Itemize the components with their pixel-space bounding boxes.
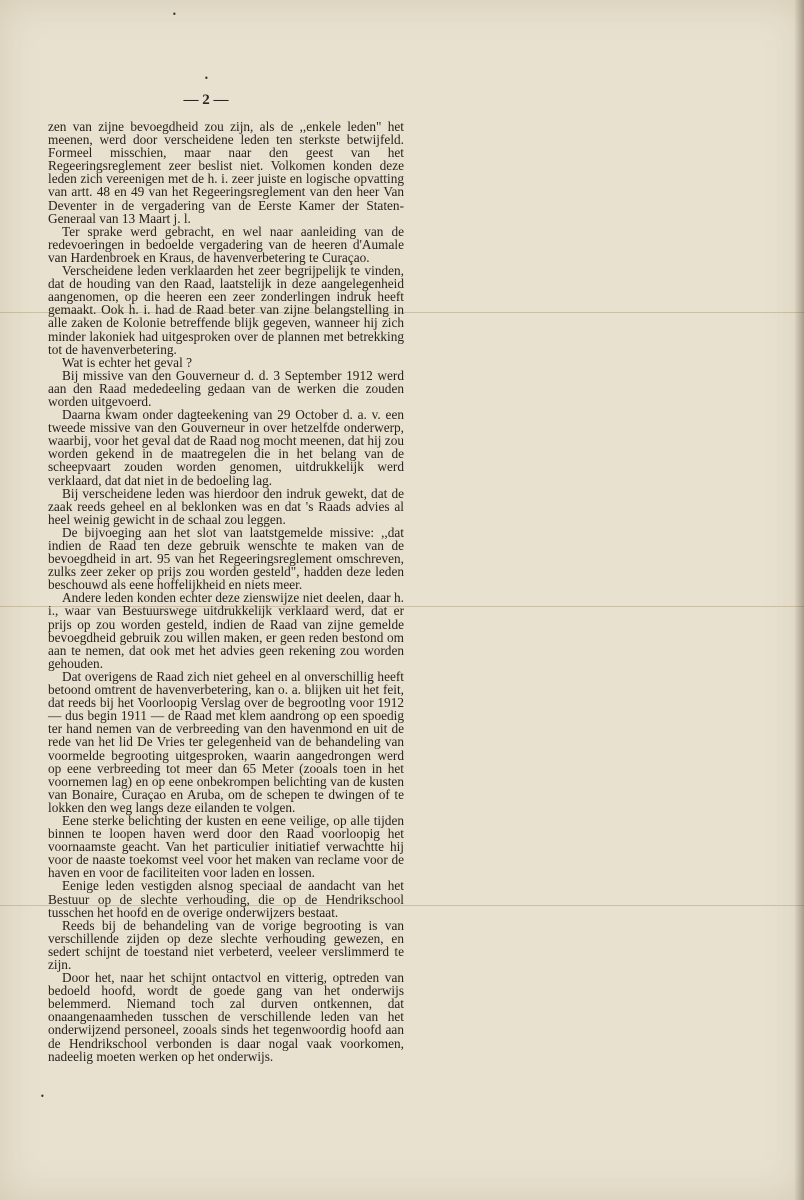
paragraph: Andere leden konden echter deze zienswijze niet deelen, daar h. i., waar van Bestuurswege uitdrukkelijk verklaard werd, dat er prijs op zou worden gesteld, indien de Raad van zijne gemelde bevoegdheid gebruik zou willen maken, er geen reden bestond om aan te nemen, dat ook met het advies geen rekening zou worden gehouden.: [48, 590, 404, 671]
paragraph: Wat is echter het geval ?: [62, 354, 192, 370]
paragraph: Eene sterke belichting der kusten en eene veilige, op alle tijden binnen te loopen haven werd door den Raad voorloopig het voornaamste geacht. Van het particulier initiatief verwachtte hij voor de naaste toekomst veel voor het maken van reclame voor de haven en voor de faciliteiten voor laden en lossen.: [48, 812, 404, 881]
paragraph: Door het, naar het schijnt ontactvol en vitterig, optreden van bedoeld hoofd, wordt de goede gang van het onderwijs belemmerd. Niemand toch zal durven ontkennen, dat onaangenaamheden tusschen de verschillende leden van het onderwijzend personeel, zooals sinds het tegenwoordig hoofd aan de Hendrikschool verbonden is daar nogal vaak voorkomen, nadeelig moeten werken op het onderwijs.: [48, 970, 404, 1064]
paragraph: Dat overigens de Raad zich niet geheel en al onverschillig heeft betoond omtrent de havenverbetering, kan o. a. blijken uit het feit, dat reeds bij het Voorloopig Verslag over de begrootlng voor 1912 — dus begin 1911 — de Raad met klem aandrong op een spoedig ter hand nemen van de verbreeding van den havenmond en uit de rede van het lid De Vries ter gelegenheid van de behandeling van voormelde begrooting uitgesproken, waarin aangedrongen werd op eene verbreeding tot meer dan 65 Meter (zooals toen in het voornemen lag) en op eene onbekrompen belichting van de kusten van Bonaire, Curaçao en Aruba, om de schepen te dwingen of te lokken den weg langs deze eilanden te volgen.: [48, 668, 404, 815]
page-edge-shadow: [794, 0, 804, 1200]
body-text: [48, 120, 404, 1063]
ink-speck: •: [172, 10, 177, 19]
ink-speck: •: [40, 1092, 45, 1101]
paragraph: Daarna kwam onder dagteekening van 29 October d. a. v. een tweede missive van den Gouverneur in over hetzelfde onderwerp, waarbij, voor het geval dat de Raad nog mocht meenen, dat hij zou worden gekend in de maatregelen die in het belang van de scheepvaart zouden worden genomen, uitdrukkelijk werd verklaard, dat dat niet in de bedoeling lag.: [48, 407, 404, 488]
paragraph: zen van zijne bevoegdheid zou zijn, als de ,,enkele leden" het meenen, werd door verscheidene leden ten sterkste betwijfeld. Formeel misschien, maar naar den geest van het Regeeringsreglement zeer beslist niet. Volkomen konden deze leden zich vereenigen met de h. i. zeer juiste en logische opvatting van artt. 48 en 49 van het Regeeringsreglement van den heer Van Deventer in de vergadering van de Eerste Kamer der Staten-Generaal van 13 Maart j. l.: [48, 119, 404, 226]
paragraph: Eenige leden vestigden alsnog speciaal de aandacht van het Bestuur op de slechte verhouding, die op de Hendrikschool tusschen het hoofd en de overige onderwijzers bestaat.: [48, 878, 404, 920]
paragraph: Verscheidene leden verklaarden het zeer begrijpelijk te vinden, dat de houding van den Raad, laatstelijk in deze aangelegenheid aangenomen, op die heeren een zeer zonderlingen indruk heeft gemaakt. Ook h. i. had de Raad beter van zijne belangstelling in alle zaken de Kolonie betreffende blijk gegeven, wanneer hij zich minder lakoniek had uitgesproken over de plannen met betrekking tot de havenverbetering.: [48, 263, 404, 357]
paragraph: Bij verscheidene leden was hierdoor den indruk gewekt, dat de zaak reeds geheel en al beklonken was en dat 's Raads advies al heel weinig gewicht in de schaal zou leggen.: [48, 485, 404, 527]
paragraph: De bijvoeging aan het slot van laatstgemelde missive: ,,dat indien de Raad ten deze gebruik wenschte te maken van de bevoegdheid in art. 95 van het Regeeringsreglement omschreven, zulks zeer zeker op prijs zou worden gesteld", hadden deze leden beschouwd als eene hoffelijkheid en niets meer.: [48, 524, 404, 593]
page-number: — 2 —: [183, 92, 229, 108]
ink-speck: •: [204, 74, 209, 83]
paragraph: Reeds bij de behandeling van de vorige begrooting is van verschillende zijden op deze slechte verhouding gewezen, en sedert schijnt de toestand niet verbeterd, veeleer verslimmerd te zijn.: [48, 917, 404, 972]
paragraph: Bij missive van den Gouverneur d. d. 3 September 1912 werd aan den Raad mededeeling gedaan van de werken die zouden worden uitgevoerd.: [48, 367, 404, 409]
paragraph: Ter sprake werd gebracht, en wel naar aanleiding van de redevoeringen in bedoelde vergadering van de heeren d'Aumale van Hardenbroek en Kraus, de havenverbetering te Curaçao.: [48, 223, 404, 265]
